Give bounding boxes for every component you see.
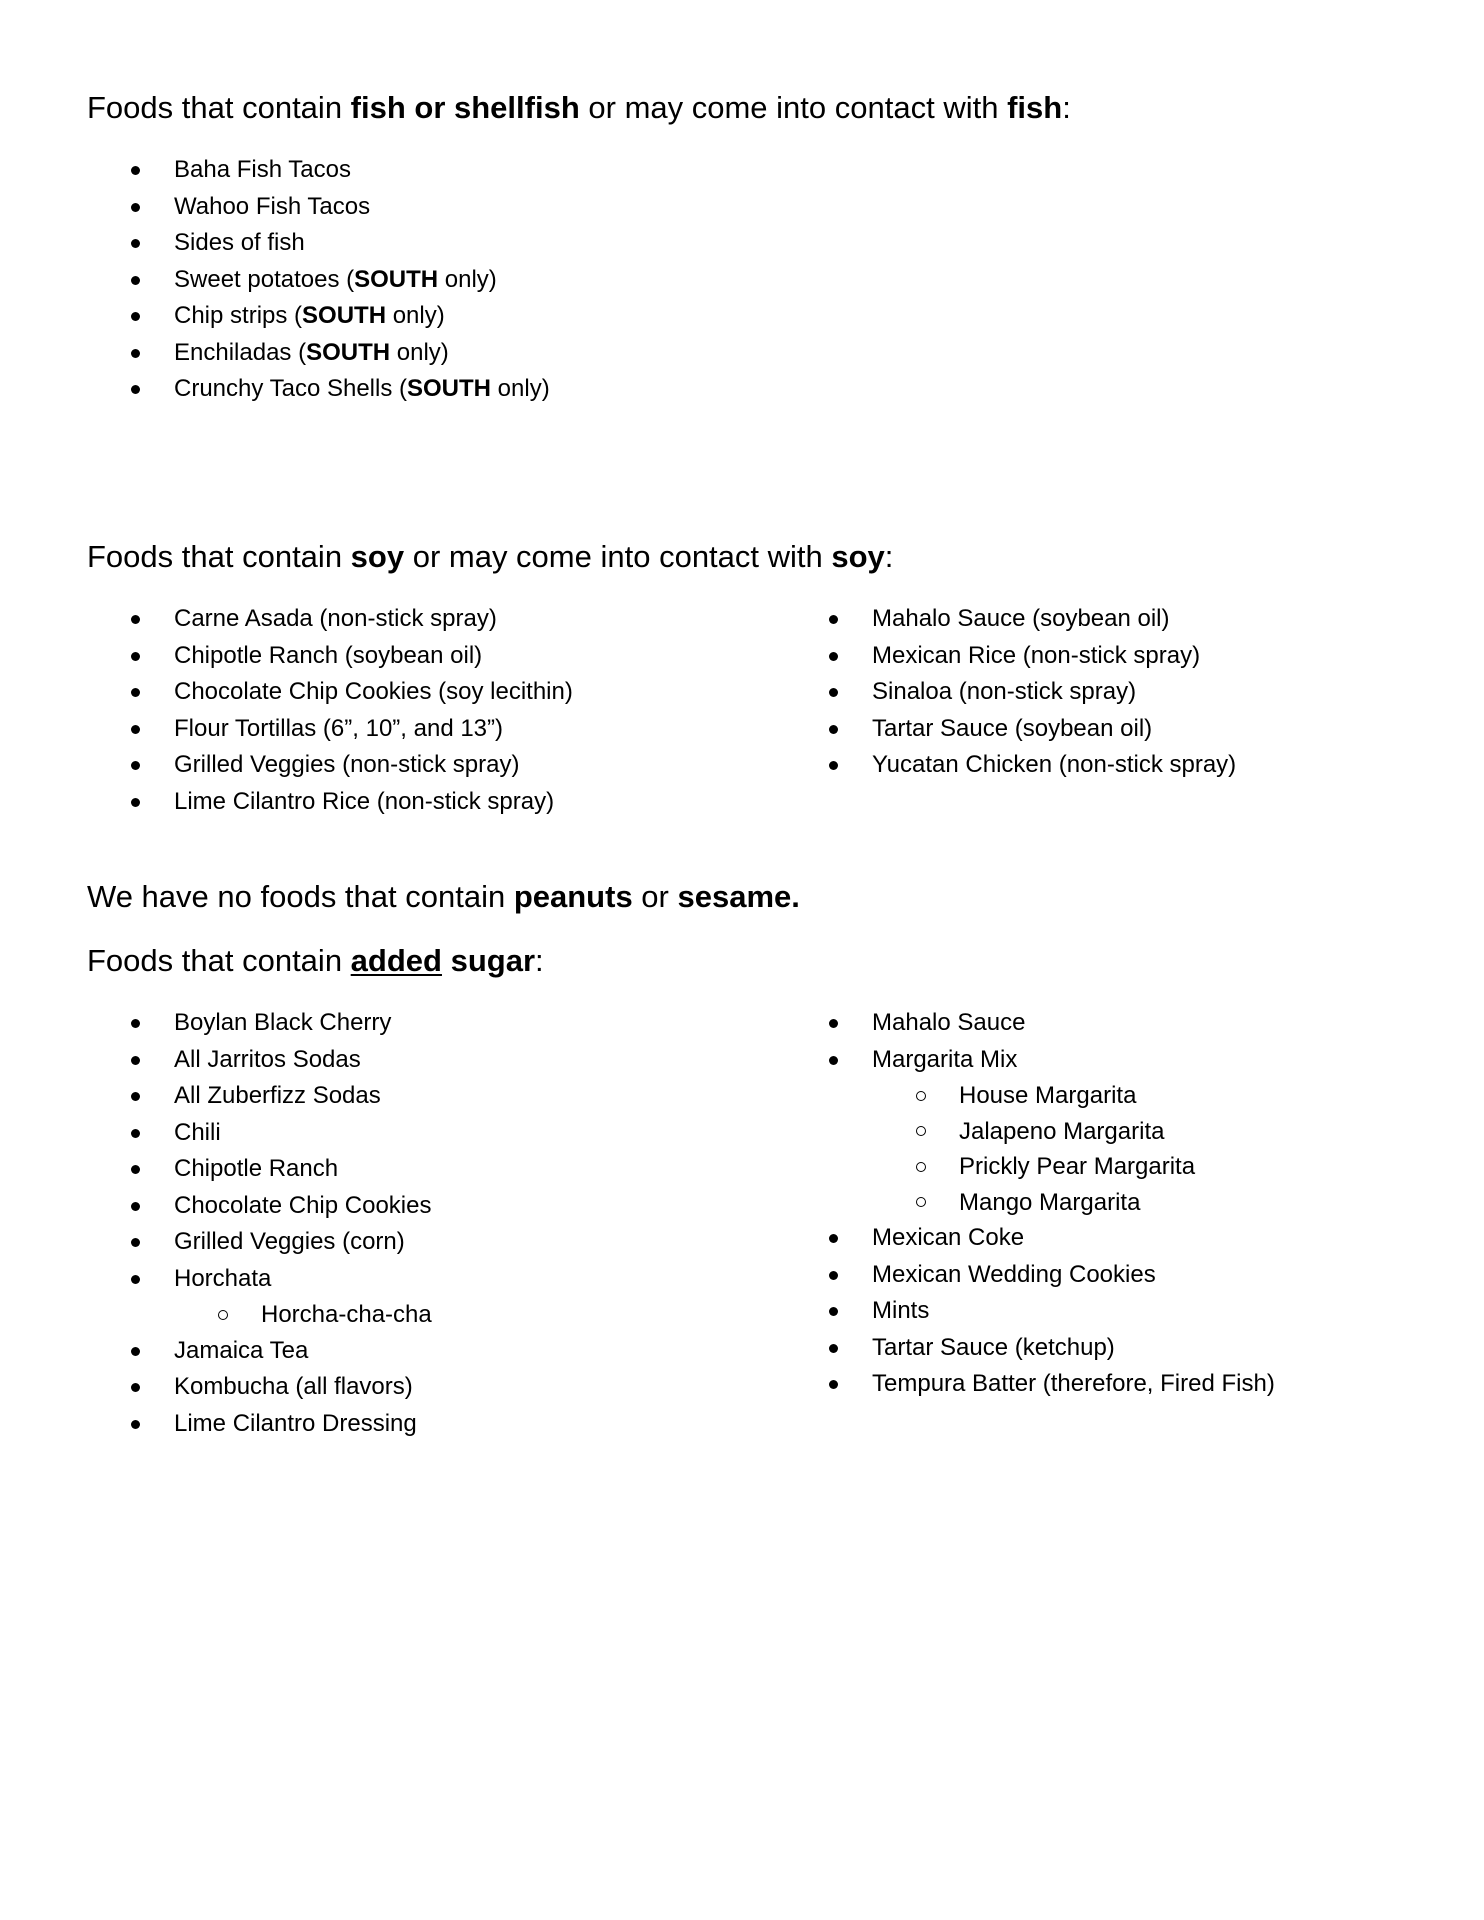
list-item-text: Lime Cilantro Rice (non-stick spray) [174,787,555,815]
bullet-icon [829,1220,838,1257]
bullet-icon [829,638,838,675]
sugar-heading-bold: sugar [450,943,536,978]
bullet-icon [131,1042,140,1079]
soy-heading-prefix: Foods that contain [87,539,351,574]
bullet-icon [131,1406,140,1443]
bullet-icon [131,1333,140,1370]
hollow-bullet-icon [916,1149,925,1185]
list-item [87,1005,707,1042]
soy-heading-suffix: : [884,539,894,574]
item-bold: SOUTH [354,265,439,293]
fish-heading [87,88,1071,128]
list-item-text [174,335,449,372]
list-item [87,784,707,821]
list-item-text: Sides of fish [174,229,305,256]
list-item [87,1224,707,1261]
list-item [87,152,707,189]
note-bold-sesame: sesame. [677,879,800,914]
bullet-icon [131,335,140,372]
bullet-icon [829,1005,838,1042]
bullet-icon [131,189,140,226]
note-prefix: We have no foods that contain [87,879,514,914]
item-pre: Sweet potatoes ( [174,265,355,293]
sub-list-item [785,1185,1405,1221]
item-bold: SOUTH [302,302,387,329]
list-item-text: Boylan Black Cherry [174,1009,392,1036]
list-item-text: Chipotle Ranch [174,1155,339,1182]
sub-list-item [785,1149,1405,1185]
item-post: only) [390,338,449,366]
sub-list-item [87,1297,707,1333]
bullet-icon [131,1115,140,1152]
list-item [785,1293,1405,1330]
list-item [785,1257,1405,1294]
item-pre: Enchiladas ( [174,338,307,366]
list-item-text: Wahoo Fish Tacos [174,192,371,220]
list-item-text: Mahalo Sauce [872,1009,1026,1036]
list-item [785,1005,1405,1042]
list-item-text [174,298,445,335]
list-item-text: Mexican Coke [872,1224,1025,1251]
list-item [785,747,1405,784]
sugar-heading [87,941,544,981]
list-item-text: Mahalo Sauce (soybean oil) [872,605,1170,632]
list-item [87,189,707,226]
list-item [87,1188,707,1225]
hollow-bullet-icon [916,1078,925,1114]
list-item [87,371,707,408]
bullet-icon [131,1188,140,1225]
fish-heading-mid: or may come into contact with [579,90,1008,125]
sugar-heading-suffix: : [535,943,544,978]
list-item-text: Chocolate Chip Cookies [174,1191,432,1219]
sugar-heading-prefix: Foods that contain [87,943,351,978]
bullet-icon [131,784,140,821]
list-item-text: Chocolate Chip Cookies (soy lecithin) [174,678,573,705]
list-item-text: Margarita Mix [872,1045,1018,1073]
bullet-icon [131,601,140,638]
bullet-icon [829,747,838,784]
list-item [87,262,707,299]
bullet-icon [829,1293,838,1330]
list-item [87,638,707,675]
list-item [87,711,707,748]
soy-heading-bold1: soy [350,539,405,574]
peanut-sesame-note [87,877,800,917]
list-item-text: Sinaloa (non-stick spray) [872,678,1137,705]
list-item-text: Kombucha (all flavors) [174,1373,413,1400]
fish-heading-suffix: : [1062,90,1071,125]
sugar-list-right [785,1005,1405,1403]
list-item-text: Lime Cilantro Dressing [174,1409,417,1437]
list-item-text: Horchata [174,1264,272,1292]
list-item [87,601,707,638]
note-bold-peanuts: peanuts [513,879,633,914]
sugar-heading-underlined: added [350,943,442,978]
soy-heading [87,537,893,577]
list-item [87,747,707,784]
list-item [87,225,707,262]
list-item [87,1115,707,1152]
list-item-text: Mango Margarita [959,1188,1141,1216]
sub-list-item [785,1078,1405,1114]
list-item-text: Horcha-cha-cha [261,1301,432,1328]
bullet-icon [829,1042,838,1079]
list-item-text: Tartar Sauce (soybean oil) [872,714,1153,742]
list-item [87,674,707,711]
list-item [87,335,707,372]
list-item-text: All Zuberfizz Sodas [174,1082,381,1109]
bullet-icon [131,298,140,335]
bullet-icon [131,371,140,408]
list-item [785,601,1405,638]
bullet-icon [131,638,140,675]
fish-heading-bold2: fish [1007,90,1063,125]
list-item-text: House Margarita [959,1082,1137,1109]
hollow-bullet-icon [218,1297,227,1333]
bullet-icon [131,152,140,189]
list-item [785,1366,1405,1403]
hollow-bullet-icon [916,1185,925,1221]
bullet-icon [131,711,140,748]
list-item [87,1406,707,1443]
list-item-text [174,262,497,299]
bullet-icon [131,1078,140,1115]
list-item-text: Jamaica Tea [174,1336,309,1364]
bullet-icon [829,601,838,638]
list-item [87,1151,707,1188]
bullet-icon [829,674,838,711]
list-item [785,638,1405,675]
list-item [87,1333,707,1370]
list-item-text: Chipotle Ranch (soybean oil) [174,641,483,669]
list-item [785,1330,1405,1367]
list-item-text: Tempura Batter (therefore, Fired Fish) [872,1370,1275,1397]
fish-heading-prefix: Foods that contain [87,90,351,125]
list-item-text: Mints [872,1297,930,1324]
bullet-icon [131,674,140,711]
sub-list-item [785,1114,1405,1150]
item-bold: SOUTH [407,375,491,402]
bullet-icon [131,1369,140,1406]
item-bold: SOUTH [306,338,391,366]
fish-list [87,152,707,408]
list-item [87,1369,707,1406]
list-item-text: Grilled Veggies (corn) [174,1228,405,1255]
list-item-text: Chili [174,1118,221,1146]
list-item-text: Mexican Rice (non-stick spray) [872,641,1201,669]
list-item-text [174,371,550,408]
list-item-text: All Jarritos Sodas [174,1045,361,1073]
bullet-icon [131,1261,140,1298]
list-item-text: Tartar Sauce (ketchup) [872,1333,1115,1361]
list-item [87,1261,707,1298]
list-item-text: Mexican Wedding Cookies [872,1260,1156,1288]
soy-list-right [785,601,1405,784]
list-item-text: Grilled Veggies (non-stick spray) [174,751,520,778]
list-item [785,1220,1405,1257]
list-item [785,674,1405,711]
item-pre: Chip strips ( [174,302,303,329]
item-post: only) [491,375,550,402]
note-mid: or [632,879,678,914]
list-item [785,1042,1405,1079]
fish-heading-bold1: fish or shellfish [350,90,580,125]
item-pre: Crunchy Taco Shells ( [174,375,407,402]
bullet-icon [829,1257,838,1294]
bullet-icon [131,262,140,299]
bullet-icon [829,1330,838,1367]
list-item-text: Prickly Pear Margarita [959,1153,1196,1180]
list-item-text: Yucatan Chicken (non-stick spray) [872,751,1237,778]
bullet-icon [131,225,140,262]
soy-list-left [87,601,707,820]
bullet-icon [131,747,140,784]
list-item [785,711,1405,748]
sugar-heading-space [442,943,451,978]
soy-heading-mid: or may come into contact with [404,539,832,574]
list-item-text: Flour Tortillas (6”, 10”, and 13”) [174,714,504,742]
item-post: only) [438,265,497,293]
bullet-icon [829,711,838,748]
list-item-text: Baha Fish Tacos [174,156,351,183]
soy-heading-bold2: soy [831,539,885,574]
hollow-bullet-icon [916,1114,925,1150]
list-item [87,1078,707,1115]
sugar-list-left [87,1005,707,1442]
bullet-icon [131,1151,140,1188]
list-item-text: Jalapeno Margarita [959,1117,1165,1145]
list-item [87,298,707,335]
item-post: only) [386,302,445,329]
bullet-icon [829,1366,838,1403]
list-item [87,1042,707,1079]
bullet-icon [131,1005,140,1042]
list-item-text: Carne Asada (non-stick spray) [174,605,497,632]
bullet-icon [131,1224,140,1261]
